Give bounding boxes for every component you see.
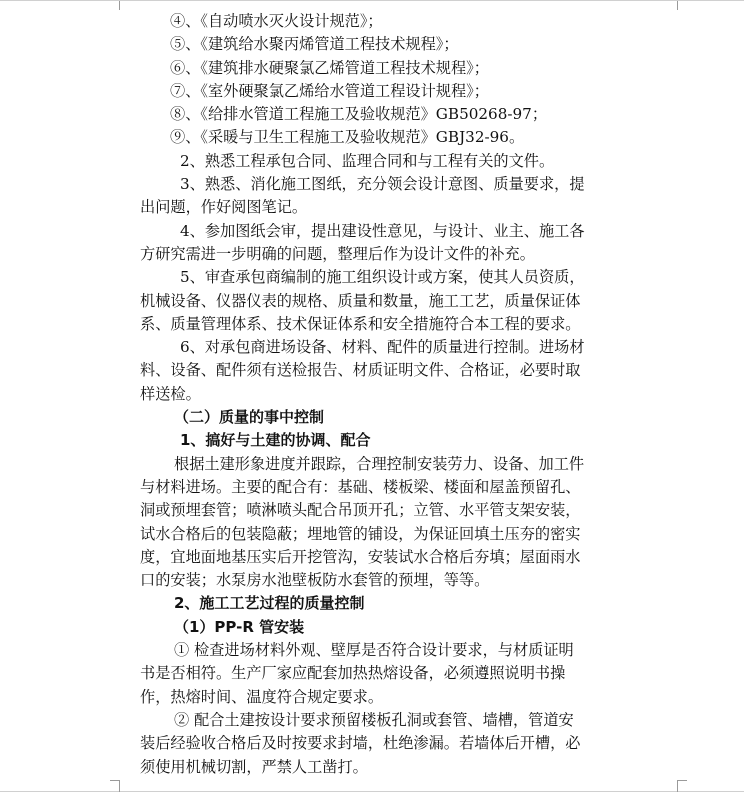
paragraph-line: 系、质量管理体系、技术保证体系和安全措施符合本工程的要求。 <box>140 314 581 333</box>
reference-item: ④、《自动喷水灭火设计规范》； <box>170 12 383 30</box>
subsection-heading: 2、施工工艺过程的质量控制 <box>174 594 365 613</box>
paragraph-line: ② 配合土建按设计要求预留楼板孔洞或套管、墙槽，管道安 <box>174 710 574 729</box>
crop-mark-bottom-right-v <box>677 780 678 792</box>
paragraph-line: 装后经验收合格后及时按要求封墙，杜绝渗漏。若墙体后开槽，必 <box>140 734 581 753</box>
paragraph-line: 5、审查承包商编制的施工组织设计或方案，使其人员资质， <box>180 268 585 287</box>
reference-item: ⑦、《室外硬聚氯乙烯给水管道工程设计规程》； <box>170 81 489 100</box>
crop-mark-top-left-v <box>119 1 120 10</box>
paragraph-line: 洞或预埋套管；喷淋喷头配合吊顶开孔；立管、水平管支架安装， <box>140 501 581 520</box>
paragraph-line: 与材料进场。主要的配合有：基础、楼板梁、楼面和屋盖预留孔、 <box>140 477 581 496</box>
paragraph-line: 料、设备、配件须有送检报告、材质证明文件、合格证，必要时取 <box>140 361 581 380</box>
paragraph-line: ① 检查进场材料外观、壁厚是否符合设计要求，与材质证明 <box>174 641 574 660</box>
paragraph-line: 试水合格后的包装隐蔽；埋地管的铺设，为保证回填土压夯的密实 <box>140 524 581 543</box>
crop-mark-top-right-v <box>677 1 678 10</box>
crop-mark-bottom-left-v <box>119 780 120 792</box>
crop-mark-bottom-right-h <box>677 780 687 781</box>
paragraph-line: 须使用机械切割，严禁人工凿打。 <box>140 757 368 776</box>
paragraph-line: 口的安装；水泵房水池壁板防水套管的预埋，等等。 <box>140 571 490 590</box>
paragraph-line: 2、熟悉工程承包合同、监理合同和与工程有关的文件。 <box>180 151 555 170</box>
paragraph-line: 6、对承包商进场设备、材料、配件的质量进行控制。进场材 <box>180 338 585 357</box>
subsection-heading: 1、搞好与土建的协调、配合 <box>180 431 371 450</box>
reference-item: ⑤、《建筑给水聚丙烯管道工程技术规程》； <box>170 35 459 54</box>
paragraph-line: 书是否相符。生产厂家应配套加热热熔设备，必须遵照说明书操 <box>140 664 566 683</box>
paragraph-line: 作，热熔时间、温度符合规定要求。 <box>140 687 383 706</box>
paragraph-line: 出问题，作好阅图笔记。 <box>140 198 308 217</box>
reference-item: ⑧、《给排水管道工程施工及验收规范》GB50268-97； <box>170 105 548 124</box>
subsection-heading: （1）PP-R 管安装 <box>174 617 305 636</box>
paragraph-line: 方研究需进一步明确的问题，整理后作为设计文件的补充。 <box>140 244 535 263</box>
paragraph-line: 机械设备、仪器仪表的规格、质量和数量，施工工艺，质量保证体 <box>140 291 581 310</box>
paragraph-line: 度，宜地面地基压实后开挖管沟，安装试水合格后夯填；屋面雨水 <box>140 547 581 566</box>
paragraph-line: 4、参加图纸会审，提出建设性意见，与设计、业主、施工各 <box>180 221 585 240</box>
section-heading: （二）质量的事中控制 <box>174 408 325 427</box>
reference-item: ⑥、《建筑排水硬聚氯乙烯管道工程技术规程》； <box>170 58 489 77</box>
paragraph-line: 样送检。 <box>140 384 201 403</box>
paragraph-line: 3、熟悉、消化施工图纸，充分领会设计意图、质量要求，提 <box>180 175 585 194</box>
document-body <box>140 10 676 779</box>
paragraph-line: 根据土建形象进度并跟踪，合理控制安装劳力、设备、加工件 <box>174 454 585 473</box>
reference-item: ⑨、《采暖与卫生工程施工及验收规范》GBJ32-96。 <box>170 128 525 147</box>
